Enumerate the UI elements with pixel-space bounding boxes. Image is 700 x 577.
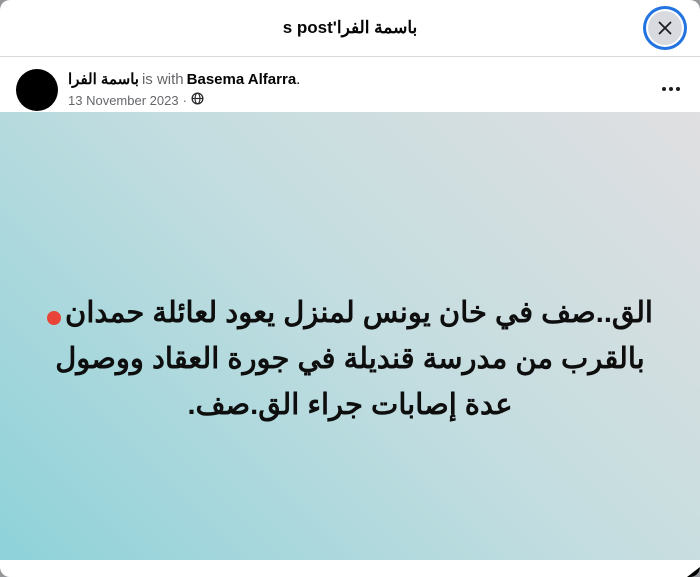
post-text-line-1-text: الق..صف في خان يونس لمنزل يعود لعائلة حمدان — [65, 297, 653, 329]
timestamp[interactable]: 13 November 2023 — [68, 92, 179, 108]
dialog-title: باسمة الفرا's post — [282, 18, 418, 37]
post-text-line-1 — [24, 290, 676, 336]
ellipsis-icon — [662, 87, 680, 91]
dot-separator: · — [182, 92, 187, 108]
post-text-line-3: عدة إصابات جراء الق.صف. — [187, 389, 513, 421]
avatar[interactable] — [16, 69, 58, 111]
timestamp-row — [68, 92, 300, 109]
post-text — [0, 290, 700, 428]
dialog-header — [0, 0, 700, 57]
author-name[interactable]: باسمة الفرا — [68, 71, 139, 88]
more-options-button[interactable] — [660, 81, 682, 97]
post-header-text — [68, 69, 300, 111]
close-button[interactable] — [648, 11, 682, 45]
post-image[interactable] — [0, 112, 700, 560]
globe-icon — [191, 92, 204, 109]
post-text-line-2: بالقرب من مدرسة قنديلة في جورة العقاد ووصول — [55, 343, 645, 375]
byline — [68, 70, 300, 90]
tagged-name[interactable]: Basema Alfarra — [186, 71, 297, 88]
cursor-arrow — [687, 567, 700, 577]
byline-period: . — [296, 71, 301, 88]
close-icon — [656, 19, 674, 37]
post-header — [0, 57, 700, 111]
red-circle-icon — [47, 311, 61, 325]
byline-connector: is with — [141, 71, 184, 88]
